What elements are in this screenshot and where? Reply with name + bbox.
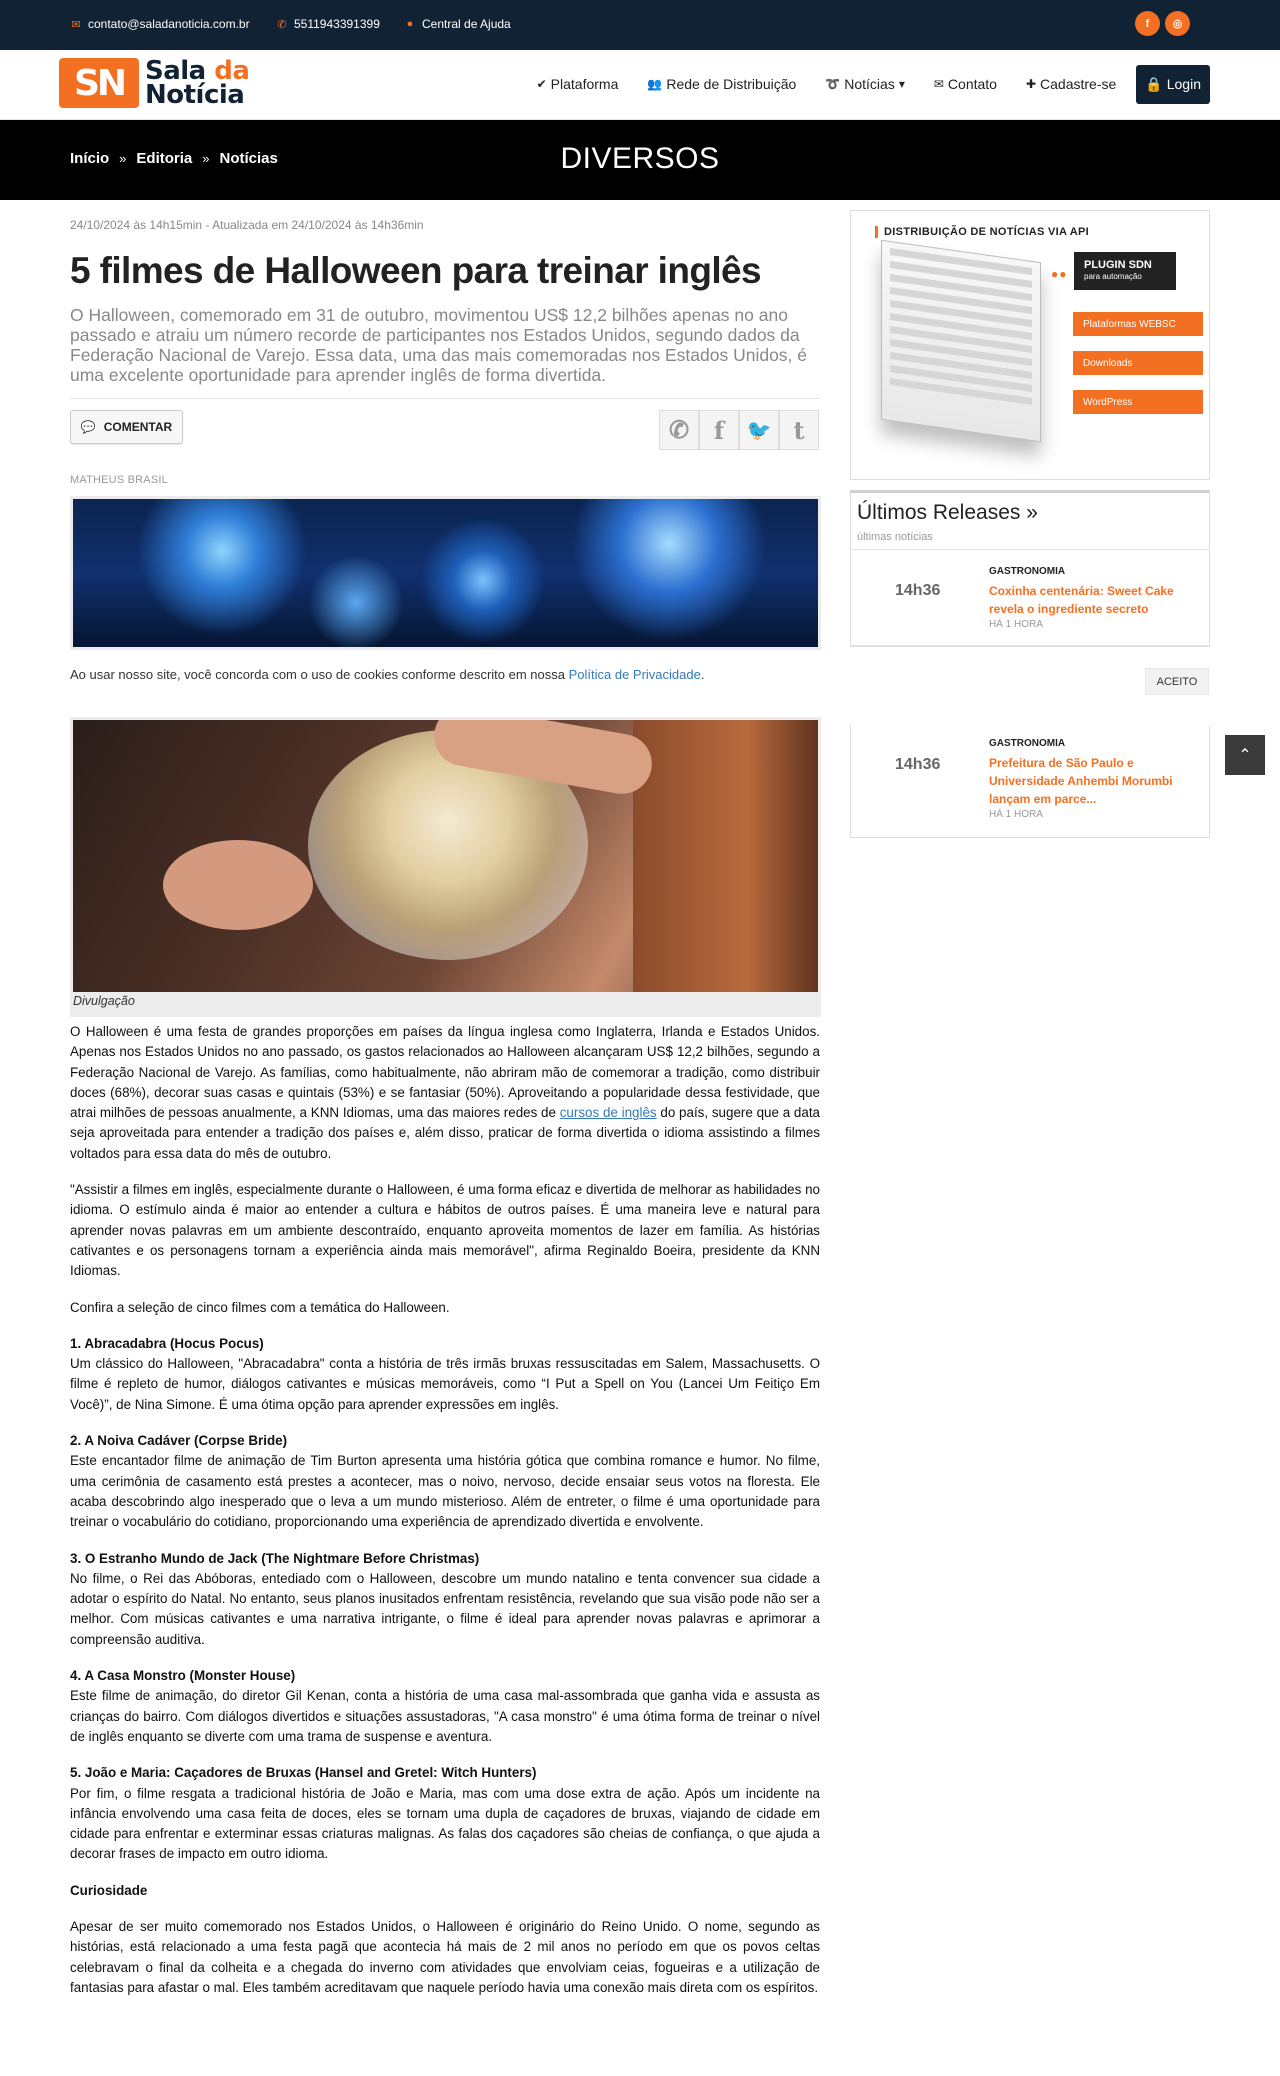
comment-button[interactable]: 💬 COMENTAR bbox=[70, 410, 183, 444]
site-logo[interactable] bbox=[59, 58, 249, 108]
contact-phone[interactable] bbox=[276, 17, 380, 31]
article-hero-image bbox=[70, 496, 821, 650]
film-item: 1. Abracadabra (Hocus Pocus) Um clássico do Halloween, "Abracadabra" conta a história de três irmãs bruxas ressuscitadas em Salem, Massachusetts. O filme é repleto de humor, diálogos cativantes e músicas memoráveis, como “I Put a Spell on You (Lancei Um Feitiço Em Você)”, de Nina Simone. É uma ótima opção para aprender expressões em inglês. bbox=[70, 1335, 820, 1412]
paragraph: Apesar de ser muito comemorado nos Estados Unidos, o Halloween é originário do Reino Unido. O nome, segundo as histórias, está relacionado a uma festa pagã que acontecia há mais de 2 mil anos no período em que os povos celtas celebravam o final da colheita e a chegada do inverno com atividades que envolviam ceias, fogueiras e a utilização de fantasias para afastar o mal. Eles também acreditavam que naquele período havia uma conexão mais direta com os espíritos. bbox=[70, 1918, 820, 1995]
twitter-share-icon[interactable]: 🐦 bbox=[739, 410, 779, 450]
article-title: 5 filmes de Halloween para treinar inglês bbox=[70, 250, 761, 291]
release-item[interactable] bbox=[850, 726, 1210, 838]
main-nav bbox=[508, 64, 1210, 104]
instagram-icon[interactable]: ◎ bbox=[1165, 11, 1190, 36]
chevron-up-icon: ⌃ bbox=[1238, 747, 1252, 764]
curiosity-heading: Curiosidade bbox=[70, 1882, 148, 1898]
release-time: 14h36 bbox=[895, 756, 941, 773]
top-bar bbox=[0, 0, 1280, 50]
chevron-right-icon: » bbox=[202, 151, 210, 166]
logo-mark: SN bbox=[59, 58, 139, 108]
help-link[interactable] bbox=[404, 17, 511, 31]
privacy-policy-link[interactable]: Política de Privacidade bbox=[568, 667, 701, 682]
article-date: 24/10/2024 às 14h15min - Atualizada em 24/10/2024 às 14h36min bbox=[70, 218, 424, 232]
releases-subtitle: últimas notícias bbox=[857, 531, 933, 543]
release-category: GASTRONOMIA bbox=[989, 738, 1066, 749]
nav-rede[interactable]: 👥 Rede de Distribuição bbox=[647, 76, 797, 92]
chat-icon: ● bbox=[406, 18, 414, 30]
dots-decoration: ●● bbox=[1051, 267, 1068, 281]
cookie-notice: Ao usar nosso site, você concorda com o uso de cookies conforme descrito em nossa Política de Privacidade. bbox=[70, 667, 705, 682]
nav-noticias[interactable]: ➰ Notícias ▾ bbox=[825, 76, 905, 92]
film-title: 4. A Casa Monstro (Monster House) bbox=[70, 1668, 296, 1684]
film-title: 3. O Estranho Mundo de Jack (The Nightmare Before Christmas) bbox=[70, 1550, 480, 1566]
back-to-top-button[interactable] bbox=[1225, 735, 1265, 775]
nav-contato[interactable]: ✉ Contato bbox=[933, 76, 997, 92]
film-item: 2. A Noiva Cadáver (Corpse Bride) Este encantador filme de animação de Tim Burton apresenta uma história gótica que combina romance e humor. No filme, uma cerimônia de casamento está prestes a acontecer, mas o noivo, nervoso, decide ensaiar seus votos na floresta. Ele acaba descobrindo algo inesperado que o leva a um mundo misterioso. Além de entreter, o filme é uma oportunidade para treinar o vocabulário do cotidiano, proporcionando uma experiência de aprendizado divertida e envolvente. bbox=[70, 1433, 820, 1530]
envelope-icon: ✉ bbox=[933, 77, 944, 91]
whatsapp-share-icon[interactable]: ✆ bbox=[659, 410, 699, 450]
article-image-popcorn bbox=[70, 717, 821, 1017]
ad-button-plataformas[interactable]: Plataformas WEBSC bbox=[1073, 312, 1203, 336]
phone-text: 5511943391399 bbox=[294, 17, 380, 31]
section-band bbox=[0, 120, 1280, 200]
nav-plataforma[interactable]: ✔ Plataforma bbox=[536, 76, 619, 92]
film-title: 1. Abracadabra (Hocus Pocus) bbox=[70, 1335, 264, 1351]
tumblr-share-icon[interactable]: t bbox=[779, 410, 819, 450]
envelope-icon: ✉ bbox=[71, 18, 81, 31]
paragraph: "Assistir a filmes em inglês, especialmente durante o Halloween, é uma forma eficaz e divertida de melhorar as habilidades no idioma. O estímulo ainda é maior ao entender a cultura e hábitos de outros países. É uma maneira leve e natural para aprender novas palavras em um ambiente descontraído, enquanto aproveita momentos de lazer em família. As histórias cativantes e os personagens tornam a experiência ainda mais memorável", afirma Reginaldo Boeira, presidente da KNN Idiomas. bbox=[70, 1182, 820, 1279]
release-age: HÁ 1 HORA bbox=[989, 619, 1043, 630]
site-header bbox=[0, 50, 1280, 120]
contact-email[interactable] bbox=[70, 17, 250, 31]
breadcrumb-inicio[interactable]: Início bbox=[70, 150, 110, 167]
chevron-right-icon: » bbox=[119, 151, 127, 166]
article-body bbox=[70, 1022, 820, 2014]
api-ad-banner[interactable] bbox=[850, 210, 1210, 480]
release-category: GASTRONOMIA bbox=[989, 566, 1066, 577]
cursos-link[interactable]: cursos de inglês bbox=[559, 1105, 657, 1121]
release-time: 14h36 bbox=[895, 582, 941, 599]
email-text: contato@saladanoticia.com.br bbox=[88, 17, 250, 31]
article-lead: O Halloween, comemorado em 31 de outubro, movimentou US$ 12,2 bilhões apenas no ano passado e atraiu um número recorde de participantes nos Estados Unidos, segundo dados da Federação Nacional de Varejo. Essa data, uma das mais comemoradas nos Estados Unidos, é uma excelente oportunidade para aprender inglês de forma divertida. bbox=[70, 305, 808, 385]
paragraph: Confira a seleção de cinco filmes com a temática do Halloween. bbox=[70, 1299, 450, 1315]
nav-cadastre[interactable]: ✚ Cadastre-se bbox=[1025, 76, 1117, 92]
lock-icon: 🔒 bbox=[1145, 75, 1163, 92]
release-title[interactable]: Coxinha centenária: Sweet Cake revela o ingrediente secreto bbox=[989, 584, 1174, 616]
plugin-badge: PLUGIN SDN para automação bbox=[1074, 252, 1176, 290]
ad-button-downloads[interactable]: Downloads bbox=[1073, 351, 1203, 375]
paragraph: O Halloween é uma festa de grandes proporções em países da língua inglesa como Inglaterra, Irlanda e Estados Unidos. Apenas nos Estados Unidos no ano passado, os gastos relacionados ao Halloween alcançaram US$ 12,2 bilhões, segundo a Federação Nacional de Varejo. As famílias, como habitualmente, não abriram mão de comemorar a tradição, como distribuir doces (68%), decorar suas casas e quintais (53%) e se fantasiar (50%). Aproveitando a popularidade dessa festividade, que atrai milhões de pessoas anualmente, a KNN Idiomas, uma das maiores redes de cursos de inglês do país, sugere que a data seja aproveitada para entender a tradição dos países e, além disso, praticar de forma divertida o idioma assistindo a filmes voltados para essa data do mês de outubro. bbox=[70, 1024, 820, 1161]
breadcrumb bbox=[70, 150, 278, 167]
release-title[interactable]: Prefeitura de São Paulo e Universidade Anhembi Morumbi lançam em parce... bbox=[989, 756, 1173, 806]
check-icon: ✔ bbox=[536, 77, 547, 91]
film-item: 5. João e Maria: Caçadores de Bruxas (Hansel and Gretel: Witch Hunters) Por fim, o filme resgata a tradicional história de João e Maria, mas com uma dose extra de ação. Após um incidente na infância envolvendo uma casa feita de doces, eles se tornam uma dupla de caçadores de bruxas, viajando de cidade em cidade para enfrentar e exterminar essas criaturas malignas. As falas dos caçadores são cheias de confiança, o que ajuda a decorar frases de impacto em outro idioma. bbox=[70, 1765, 820, 1862]
screenshot-illustration bbox=[881, 240, 1041, 442]
logo-wordmark: Sala da Notícia bbox=[145, 56, 250, 110]
rss-icon: ➰ bbox=[825, 77, 841, 91]
film-title: 5. João e Maria: Caçadores de Bruxas (Hansel and Gretel: Witch Hunters) bbox=[70, 1765, 537, 1781]
film-item: 4. A Casa Monstro (Monster House) Este filme de animação, do diretor Gil Kenan, conta a história de uma casa mal-assombrada que ganha vida e assusta as crianças do bairro. Com diálogos divertidos e situações assustadoras, "A casa monstro" é uma ótima forma de treinar o nível de inglês enquanto se diverte com uma trama de suspense e aventura. bbox=[70, 1668, 820, 1744]
releases-title[interactable]: Últimos Releases » bbox=[857, 501, 1038, 524]
caret-down-icon: ▾ bbox=[898, 77, 905, 91]
release-item[interactable] bbox=[851, 550, 1209, 646]
help-text: Central de Ajuda bbox=[422, 17, 511, 31]
ad-title: DISTRIBUIÇÃO DE NOTÍCIAS VIA API bbox=[875, 226, 1089, 238]
ad-button-wordpress[interactable]: WordPress bbox=[1073, 390, 1203, 414]
facebook-icon[interactable]: f bbox=[1135, 11, 1160, 36]
users-icon: 👥 bbox=[647, 77, 663, 91]
whatsapp-icon: ✆ bbox=[277, 18, 287, 31]
film-title: 2. A Noiva Cadáver (Corpse Bride) bbox=[70, 1433, 288, 1449]
breadcrumb-noticias[interactable]: Notícias bbox=[219, 150, 278, 167]
releases-widget bbox=[850, 490, 1210, 647]
divider bbox=[70, 398, 820, 399]
breadcrumb-editoria[interactable]: Editoria bbox=[136, 150, 193, 167]
image-caption: Divulgação bbox=[73, 994, 135, 1008]
facebook-share-icon[interactable]: f bbox=[699, 410, 739, 450]
release-age: HÁ 1 HORA bbox=[989, 809, 1043, 820]
film-item: 3. O Estranho Mundo de Jack (The Nightmare Before Christmas) No filme, o Rei das Abóboras, entediado com o Halloween, descobre um mundo natalino e tenta convencer sua cidade a adotar o espírito do Natal. No entanto, seus planos inusitados enfrentam resistência, revelando que sua visão pode não ser a melhor. Com músicas cativantes e uma narrativa intrigante, o filme é ideal para aprender novas palavras e aprimorar a compreensão auditiva. bbox=[70, 1550, 820, 1647]
plus-icon: ✚ bbox=[1025, 77, 1037, 91]
login-button[interactable]: 🔒 Login bbox=[1136, 65, 1210, 104]
section-title: DIVERSOS bbox=[560, 142, 720, 175]
accept-cookies-button[interactable]: ACEITO bbox=[1145, 668, 1209, 695]
article-author: MATHEUS BRASIL bbox=[70, 474, 168, 486]
comments-icon: 💬 bbox=[80, 420, 96, 434]
